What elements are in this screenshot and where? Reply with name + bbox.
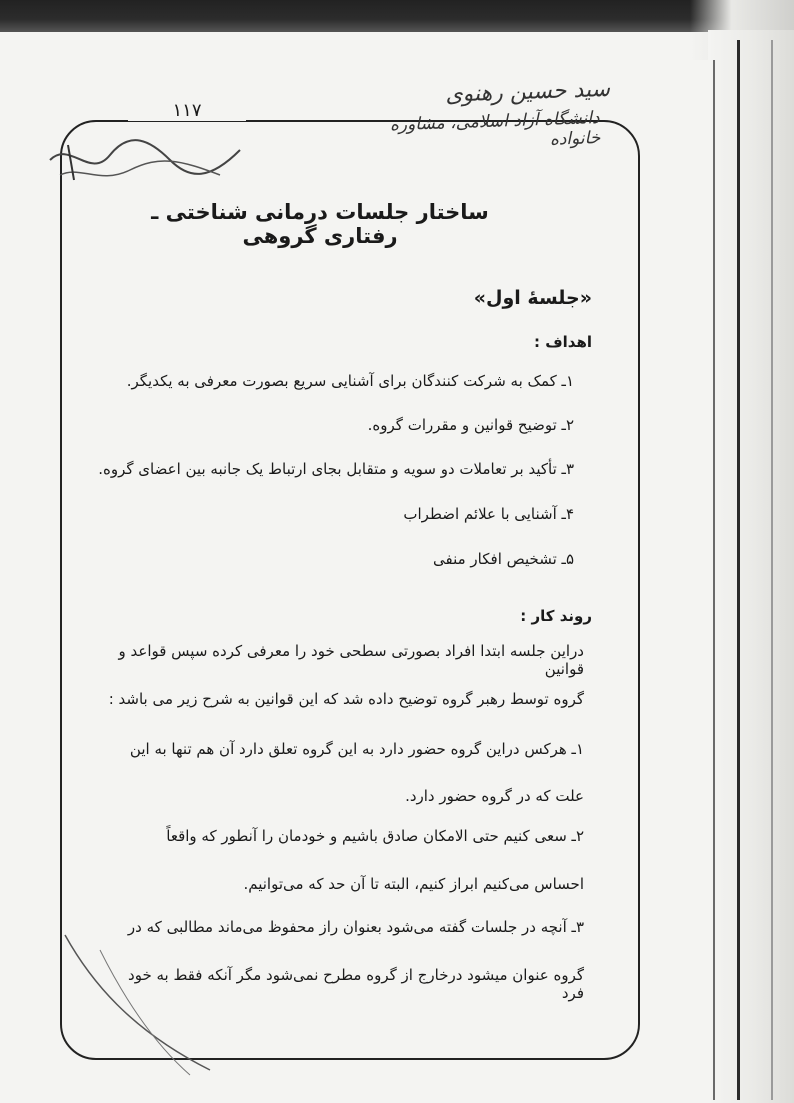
procedure-line: احساس می‌کنیم ابراز کنیم، البته تا آن حد که می‌توانیم. [243, 875, 584, 893]
procedure-heading: روند کار : [520, 607, 592, 625]
handwritten-name: سید حسین رهنوی [444, 76, 611, 108]
page-number: ۱۱۷ [128, 100, 246, 121]
binding-line [771, 40, 773, 1100]
goals-heading: اهداف : [534, 333, 592, 351]
scan-top-border [0, 0, 794, 32]
pen-stroke [60, 930, 220, 1080]
document-title: ساختار جلسات درمانی شناختی ـ رفتاری گروهی [151, 200, 489, 248]
procedure-line: گروه توسط رهبر گروه توضیح داده شد که این قوانین به شرح زیر می باشد : [108, 690, 584, 708]
session-heading: «جلسهٔ اول» [473, 287, 592, 309]
goal-item: ۵ـ تشخیص افکار منفی [433, 550, 574, 568]
binding-line [737, 40, 740, 1100]
binding-line [713, 60, 715, 1100]
goal-item: ۳ـ تأکید بر تعاملات دو سویه و متقابل بجای ارتباط یک جانبه بین اعضای گروه. [98, 460, 574, 478]
procedure-line: علت که در گروه حضور دارد. [405, 787, 584, 805]
goal-item: ۴ـ آشنایی با علائم اضطراب [403, 505, 574, 523]
procedure-line: گروه عنوان میشود درخارج از گروه مطرح نمی‌شود مگر آنکه فقط به خود فرد [128, 966, 584, 1002]
procedure-line: ۲ـ سعی کنیم حتی الامکان صادق باشیم و خودمان را آنطور که واقعاً [166, 827, 584, 845]
handwritten-scribble [40, 130, 250, 190]
goal-item: ۱ـ کمک به شرکت کنندگان برای آشنایی سریع بصورت معرفی به یکدیگر. [126, 372, 574, 390]
procedure-line: ۱ـ هرکس دراین گروه حضور دارد به این گروه تعلق دارد آن هم تنها به این [129, 740, 584, 758]
goal-item: ۲ـ توضیح قوانین و مقررات گروه. [367, 416, 574, 434]
procedure-line: دراین جلسه ابتدا افراد بصورتی سطحی خود را معرفی کرده سپس قواعد و قوانین [118, 642, 584, 678]
procedure-line: ۳ـ آنچه در جلسات گفته می‌شود بعنوان راز محفوظ می‌ماند مطالبی که در [127, 918, 584, 936]
scan-binding-edge [708, 30, 794, 1103]
handwritten-university: دانشگاه آزاد اسلامی، مشاوره خانواده [389, 107, 601, 150]
